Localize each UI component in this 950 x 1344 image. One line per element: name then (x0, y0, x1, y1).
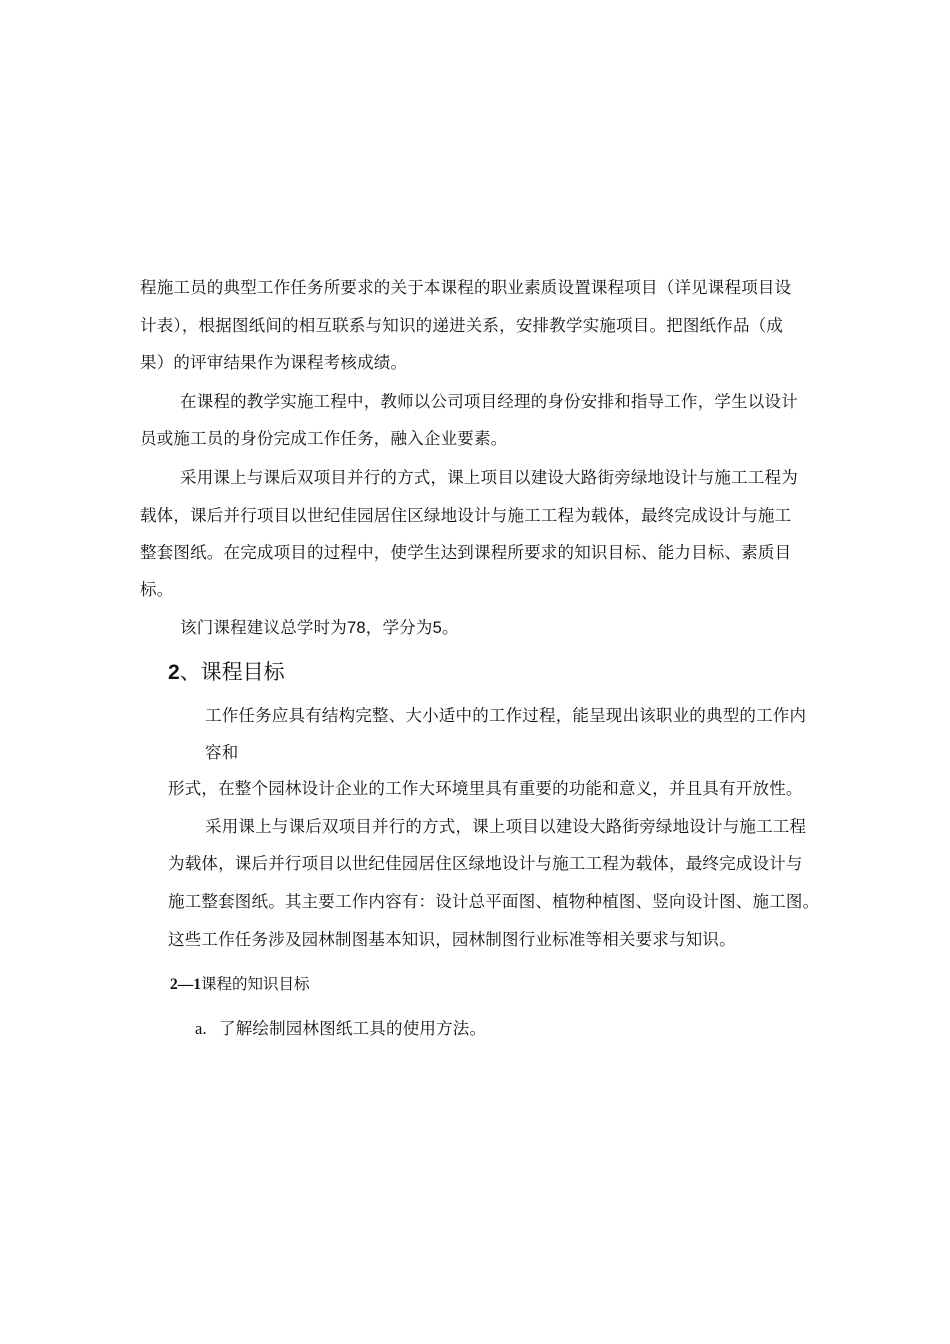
list-item-text: 了解绘制园林图纸工具的使用方法。 (219, 1019, 487, 1038)
dual-project-line-1: 采用课上与课后双项目并行的方式，课上项目以建设大路街旁绿地设计与施工工程为 (180, 468, 798, 487)
intro-line-3: 果）的评审结果作为课程考核成绩。 (140, 353, 408, 372)
section-heading (168, 658, 285, 687)
task-line-3: 形式，在整个园林设计企业的工作大环境里具有重要的功能和意义，并且具有开放性。 (168, 779, 803, 798)
subsection-heading (170, 973, 310, 996)
dual-project-line-3: 整套图纸。在完成项目的过程中，使学生达到课程所要求的知识目标、能力目标、素质目 (140, 543, 792, 562)
teaching-line-2: 员或施工员的身份完成工作任务，融入企业要素。 (140, 429, 508, 448)
section-heading-number: 2 (168, 661, 180, 684)
subsection-heading-number: 2—1 (170, 976, 201, 993)
hours-middle: ，学分为 (365, 618, 433, 637)
teaching-line-1: 在课程的教学实施工程中，教师以公司项目经理的身份安排和指导工作，学生以设计 (180, 392, 798, 411)
content-line-4: 这些工作任务涉及园林制图基本知识，园林制图行业标准等相关要求与知识。 (168, 930, 736, 949)
content-line-3: 施工整套图纸。其主要工作内容有：设计总平面图、植物种植图、竖向设计图、施工图。 (168, 892, 820, 911)
content-line-2: 为载体，课后并行项目以世纪佳园居住区绿地设计与施工工程为载体，最终完成设计与 (168, 854, 803, 873)
list-item-marker: a. (195, 1019, 207, 1038)
hours-value: 78 (347, 619, 366, 637)
task-line-2: 容和 (205, 743, 239, 762)
intro-line-1: 程施工员的典型工作任务所要求的关于本课程的职业素质设置课程项目（详见课程项目设 (140, 278, 792, 297)
section-heading-title: 、课程目标 (179, 660, 285, 684)
list-item (195, 1018, 486, 1040)
intro-line-2: 计表），根据图纸间的相互联系与知识的递进关系，安排教学实施项目。把图纸作品（成 (140, 316, 784, 335)
hours-prefix: 该门课程建议总学时为 (180, 618, 347, 637)
dual-project-line-2: 载体，课后并行项目以世纪佳园居住区绿地设计与施工工程为载体，最终完成设计与施工 (140, 506, 792, 525)
task-line-1: 工作任务应具有结构完整、大小适中的工作过程，能呈现出该职业的典型的工作内 (205, 706, 807, 725)
content-line-1: 采用课上与课后双项目并行的方式，课上项目以建设大路街旁绿地设计与施工工程 (205, 817, 807, 836)
hours-paragraph (180, 617, 459, 639)
subsection-heading-title: 课程的知识目标 (201, 975, 310, 993)
dual-project-line-4: 标。 (140, 580, 174, 599)
hours-suffix: 。 (441, 618, 459, 637)
credits-value: 5 (432, 619, 442, 637)
